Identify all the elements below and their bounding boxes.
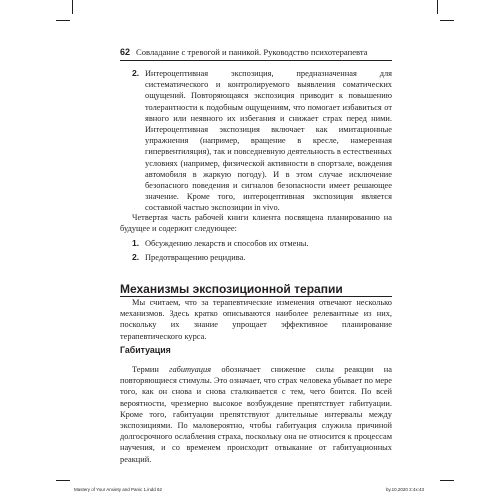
slug-left: Mastery of Your Anxiety and Panic 1.indd 62 (74, 487, 163, 492)
list-text: Обсуждению лекарств и способов их отмены. (145, 239, 309, 248)
list-number: 2. (132, 252, 140, 262)
crop-mark-bottom-left (56, 480, 70, 481)
subsection-title: Габитуация (120, 345, 171, 355)
running-header (120, 46, 392, 58)
paragraph-text: обозначает снижение силы реакции на повторяющиеся стимулы. Это означает, что страх человека убывает по мере того, как он снова и снова сталкивается с тем, чего боится. По всей вероятности, чрезмерно высокое возбуждение препятствует габитуации. Кроме того, габитуации препятствуют длительные интервалы между экспозициями. По маловероятно, чтобы габитуация служила причиной долгосрочного ослабления страха, поскольку она не относится к процессам научения, и со временем происходит отвыкание от габитуационных реакций. (120, 365, 392, 464)
crop-mark-top-right (437, 0, 438, 14)
list-number: 2. (132, 68, 140, 78)
crop-mark-right-top (440, 20, 454, 21)
section-title: Механизмы экспозиционной терапии (120, 282, 343, 296)
paragraph-text: Термин (132, 365, 170, 374)
list-text: Предотвращению рецидива. (145, 253, 246, 262)
paragraph: Мы считаем, что за терапевтические изменения отвечают несколько механизмов. Здесь кратко описываются наиболее релевантные из них, поскольку их знание упрощает эффективное планирование терапевтического курса. (120, 298, 392, 341)
page-number: 62 (120, 47, 131, 57)
slug-right: by.10.2020 2:4x:43 (386, 487, 424, 492)
header-rule (120, 60, 392, 61)
paragraph (120, 364, 392, 465)
crop-mark-bottom-right (440, 480, 454, 481)
list-number: 1. (132, 238, 140, 248)
list-text: Интероцептивная экспозиция, предназначенная для систематического и контролируемого выявления соматических ощущений. Повторяющаяся экспозиция приводит к повышению толерантности к подобным ощущениям, что помогает избавиться от явного или неявного их избегания и снижает страх перед ними. Интероцептивная экспозиция включает как имитационные упражнения (например, вращение в кресле, намеренная гипервентиляция), так и повседневную деятельность в естественных условиях (например, физической активности в спортзале, вождения автомобиля в жаркую погоду). И в этом случае исключение безопасного поведения и сигналов безопасности имеет решающее значение. Кроме того, интероцептивная экспозиция является составной частью экспозиции in vivo. (145, 69, 392, 213)
running-title: Совладание с тревогой и паникой. Руководство психотерапевта (136, 47, 368, 57)
paragraph: Четвертая часть рабочей книги клиента посвящена планированию на будущее и содержит следующее: (120, 213, 392, 234)
crop-mark-left-top (56, 20, 70, 21)
emphasized-term: габитуация (169, 365, 212, 374)
crop-mark-top-left (72, 0, 73, 14)
